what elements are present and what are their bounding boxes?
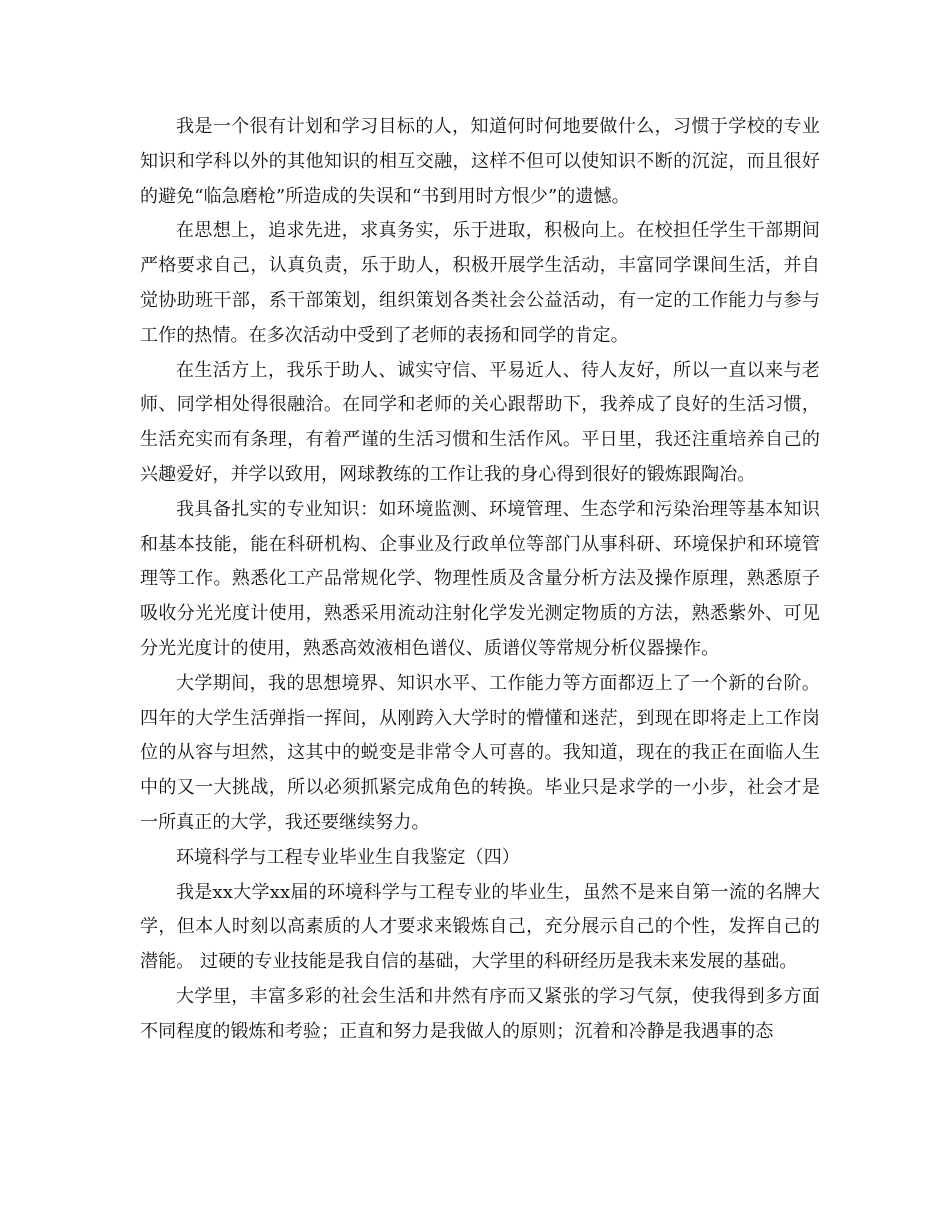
paragraph-life: 在生活方上，我乐于助人、诚实守信、平易近人、待人友好，所以一直以来与老师、同学相处得很融洽。在同学和老师的关心跟帮助下，我养成了良好的生活习惯，生活充实而有条理，有着严谨的生活习惯和生活作风。平日里，我还注重培养自己的兴趣爱好，并学以致用，网球教练的工作让我的身心得到很好的锻炼跟陶冶。 [140, 359, 820, 485]
paragraph-university-period: 大学期间，我的思想境界、知识水平、工作能力等方面都迈上了一个新的台阶。四年的大学生活弹指一挥间，从刚跨入大学时的懵懂和迷茫，到现在即将走上工作岗位的从容与坦然，这其中的蜕变是非常令人可喜的。我知道，现在的我正在面临人生中的又一大挑战，所以必须抓紧完成角色的转换。毕业只是求学的一小步，社会才是一所真正的大学，我还要继续努力。 [140, 672, 820, 833]
paragraph-study-plan: 我是一个很有计划和学习目标的人，知道何时何地要做什么，习惯于学校的专业知识和学科以外的其他知识的相互交融，这样不但可以使知识不断的沉淀，而且很好的避免“临急磨枪”所造成的失误和“书到用时方恨少”的遗憾。 [140, 116, 820, 207]
paragraph-university-life: 大学里，丰富多彩的社会生活和井然有序而又紧张的学习气氛，使我得到多方面不同程度的锻炼和考验；正直和努力是我做人的原则；沉着和冷静是我遇事的态 [140, 985, 820, 1042]
paragraph-graduate-intro: 我是xx大学xx届的环境科学与工程专业的毕业生，虽然不是来自第一流的名牌大学，但本人时刻以高素质的人才要求来锻炼自己，充分展示自己的个性，发挥自己的潜能。 过硬的专业技能是我自信的基础，大学里的科研经历是我未来发展的基础。 [140, 881, 820, 973]
section-heading: 环境科学与工程专业毕业生自我鉴定（四） [176, 846, 520, 868]
paragraph-ideology: 在思想上，追求先进，求真务实，乐于进取，积极向上。在校担任学生干部期间严格要求自己，认真负责，乐于助人，积极开展学生活动，丰富同学课间生活，并自觉协助班干部，系干部策划，组织策划各类社会公益活动，有一定的工作能力与参与工作的热情。在多次活动中受到了老师的表扬和同学的肯定。 [140, 220, 820, 346]
paragraph-professional-knowledge: 我具备扎实的专业知识：如环境监测、环境管理、生态学和污染治理等基本知识和基本技能，能在科研机构、企事业及行政单位等部门从事科研、环境保护和环境管理等工作。熟悉化工产品常规化学、物理性质及含量分析方法及操作原理，熟悉原子吸收分光光度计使用，熟悉采用流动注射化学发光测定物质的方法，熟悉紫外、可见分光光度计的使用，熟悉高效液相色谱仪、质谱仪等常规分析仪器操作。 [140, 498, 820, 659]
document-body [140, 110, 820, 1050]
